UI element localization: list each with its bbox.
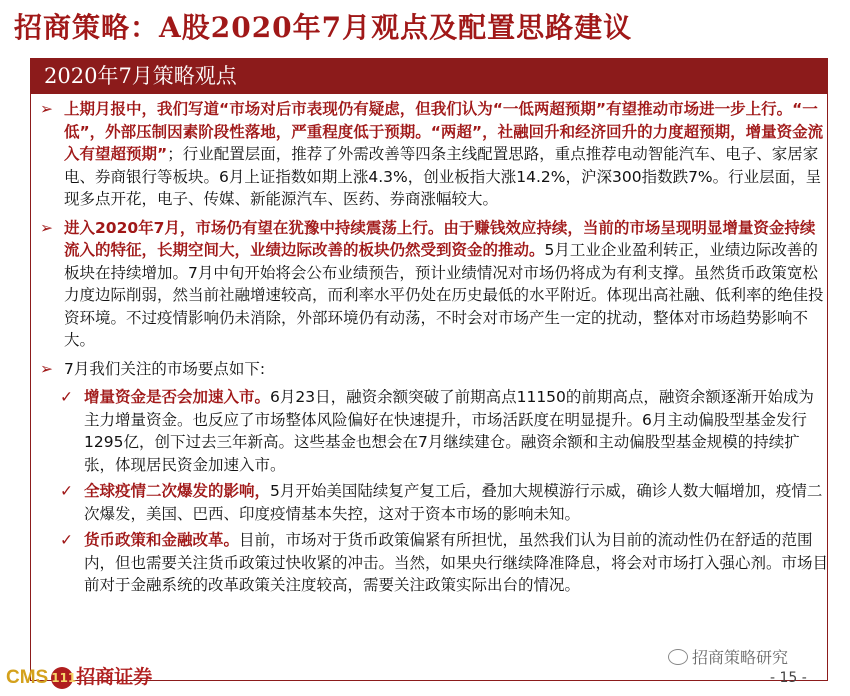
logo-cms-text: CMS [6, 667, 49, 688]
check-icon: ✓ [60, 531, 73, 549]
sub-bullet-incremental-funds [60, 386, 828, 476]
bullet-previous-report [40, 98, 828, 211]
arrow-bullet-icon: ➢ [40, 100, 53, 118]
wechat-watermark [668, 646, 788, 670]
bullet-highlight: 进入2020年7月，市场仍有望在犹豫中持续震荡上行。由于赚钱效应持续，当前的市场呈现明显增量资金持续流入的特征，长期空间大，业绩边际改善的板块仍然受到资金的推动。 [64, 218, 816, 259]
arrow-bullet-icon: ➢ [40, 359, 53, 378]
sub-bullet-highlight: 全球疫情二次爆发的影响， [84, 482, 271, 500]
page-title: 招商策略：A股2020年7月观点及配置思路建议 [14, 11, 633, 44]
bullet-text: 5月工业企业盈利转正，业绩边际改善的板块在持续增加。7月中旬开始将会公布业绩预告，预计业绩情况对市场仍将成为有利支撑。虽然货币政策宽松力度边际削弱，然当前社融增速较高，而利率水平仍处在历史最低的水平附近。体现出高社融、低利率的绝佳投资环境。不过疫情影响仍未消除，外部环境仍有动荡，不时会对市场产生一定的扰动，整体对市场趋势影响不大。 [64, 241, 824, 349]
company-logo [6, 664, 152, 690]
sub-bullet-text: 5月开始美国陆续复产复工后，叠加大规模游行示威，确诊人数大幅增加，疫情二次爆发，美国、巴西、印度疫情基本失控，这对于资本市场的影响未知。 [84, 482, 823, 523]
bullet-lead: 上期月报中， [64, 100, 158, 118]
bullet-july-outlook [40, 217, 828, 352]
bullet-text: ；行业配置层面，推荐了外需改善等四条主线配置思路，重点推荐电动智能汽车、电子、家居家电、券商银行等板块。6月上证指数如期上涨4.3%，创业板指大涨14.2%，沪深300指数跌7%。行业层面，呈现多点开花，电子、传媒、新能源汽车、医药、券商涨幅较大。 [64, 145, 822, 208]
bullet-highlight: 我们写道“市场对后市表现仍有疑虑，但我们认为“一低两超预期”有望推动市场进一步上行。“一低”，外部压制因素阶段性落地，严重程度低于预期。“两超”，社融回升和经济回升的力度超预期，增量资金流入有望超预期” [64, 100, 824, 163]
sub-bullet-pandemic [60, 480, 828, 525]
check-icon: ✓ [60, 482, 73, 500]
page-number: - 15 - [770, 670, 807, 686]
sub-bullet-highlight: 增量资金是否会加速入市。 [84, 388, 271, 406]
arrow-bullet-icon: ➢ [40, 218, 53, 237]
check-icon: ✓ [60, 388, 73, 406]
sub-bullet-text: 目前，市场对于货币政策偏紧有所担忧，虽然我们认为目前的流动性仍在舒适的范围内，但也需要关注货币政策过快收紧的冲击。当然，如果央行继续降准降息，将会对市场打入强心剂。市场目前对于金融系统的改革政策关注度较高，需要关注政策实际出台的情况。 [84, 531, 829, 594]
logo-badge-icon: 111 [51, 667, 73, 689]
logo-chinese-name: 招商证券 [76, 666, 153, 688]
bullet-key-points [40, 358, 828, 381]
sub-bullet-text: 6月23日，融资余额突破了前期高点11150的前期高点，融资余额逐渐开始成为主力增量资金。也反应了市场整体风险偏好在快速提升，市场活跃度在明显提升。6月主动偏股型基金发行1295亿，创下过去三年新高。这些基金也想会在7月继续建仓。融资余额和主动偏股型基金规模的持续扩张，体现居民资金加速入市。 [84, 388, 814, 474]
wechat-label: 招商策略研究 [692, 648, 789, 667]
bullet-text: 7月我们关注的市场要点如下: [64, 359, 266, 378]
wechat-icon [668, 649, 688, 665]
sub-bullet-highlight: 货币政策和金融改革。 [84, 531, 240, 549]
sub-bullet-monetary-policy [60, 529, 828, 597]
body-text [40, 98, 828, 601]
section-heading: 2020年7月策略观点 [30, 58, 828, 94]
